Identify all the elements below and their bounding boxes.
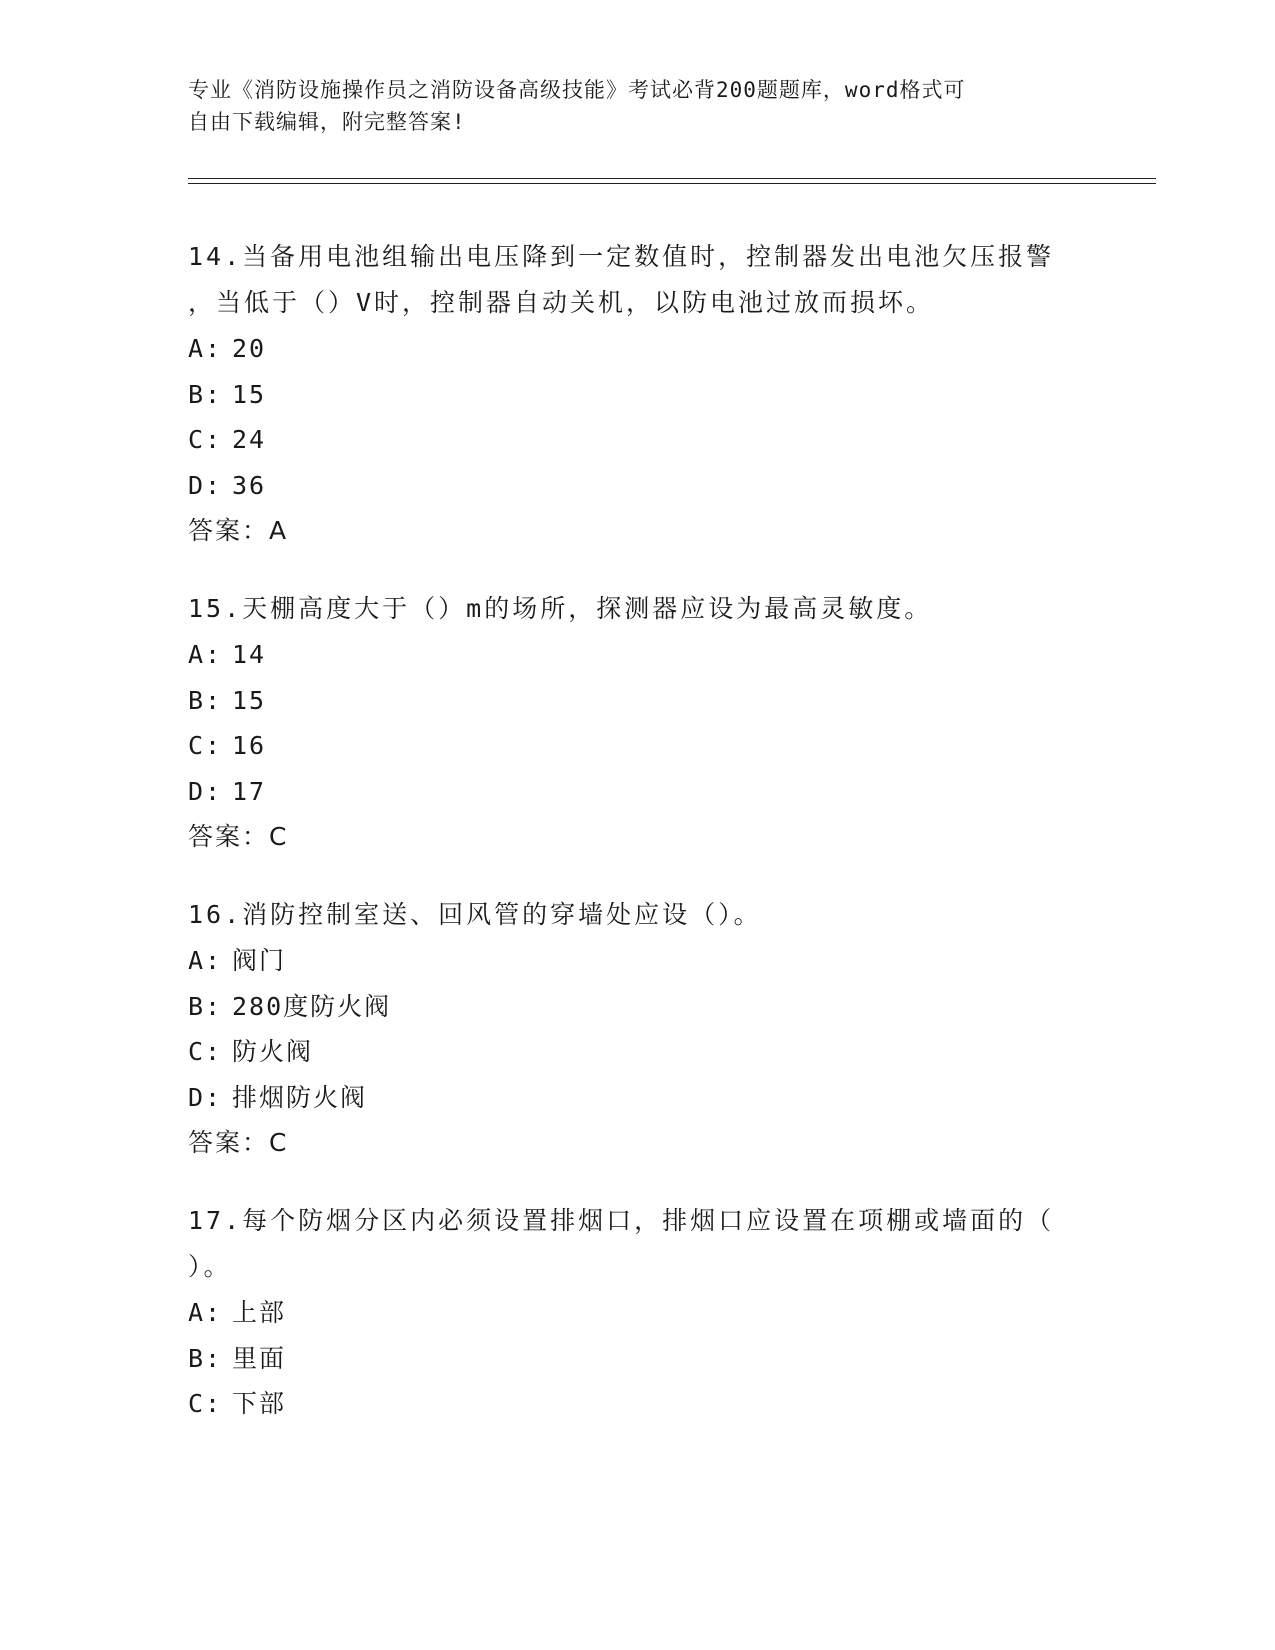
option-text: 里面 [232,1343,287,1373]
option-c [188,1029,1088,1075]
option-d [188,1075,1088,1121]
option-b [188,372,1088,418]
question-stem-line: 17.每个防烟分区内必须设置排烟口，排烟口应设置在项棚或墙面的（ [188,1206,1055,1235]
option-letter: A: [188,946,223,975]
option-letter: D: [188,776,223,806]
answer-value: C [269,1128,287,1157]
answer-label: 答案： [188,516,270,545]
question-stem [188,234,1088,326]
option-letter: B: [188,379,223,409]
option-letter: A: [188,334,223,363]
answer-value: A [269,516,287,545]
header-divider-bottom [188,183,1156,184]
option-text: 20 [232,334,267,363]
option-letter: D: [188,470,223,500]
option-b [188,984,1088,1030]
header-divider-top [188,178,1156,179]
option-text: 36 [232,470,267,500]
header-line-1: 专业《消防设施操作员之消防设备高级技能》考试必背200题题库，word格式可 [188,78,966,102]
option-text: 上部 [232,1298,287,1327]
option-letter: D: [188,1082,223,1112]
option-text: 防火阀 [232,1037,314,1066]
option-b [188,678,1088,724]
option-d [188,463,1088,509]
header-line-2: 自由下载编辑，附完整答案! [188,110,466,134]
option-text: 17 [232,776,267,806]
option-d [188,769,1088,815]
option-letter: B: [188,685,223,715]
question-17 [188,1198,1088,1427]
option-c [188,723,1088,769]
option-letter: A: [188,640,223,669]
answer-line [188,1120,1088,1166]
option-c [188,417,1088,463]
option-text: 15 [232,685,267,715]
answer-value: C [269,822,287,851]
option-letter: B: [188,1343,223,1373]
question-stem-line: 15.天棚高度大于（）m的场所，探测器应设为最高灵敏度。 [188,594,933,623]
document-header [188,74,1088,138]
question-stem [188,892,1088,938]
question-stem-line: ，当低于（）V时，控制器自动关机，以防电池过放而损坏。 [188,288,935,317]
answer-label: 答案： [188,1128,270,1157]
option-letter: C: [188,425,223,454]
option-text: 24 [232,425,267,454]
question-list [188,234,1088,1459]
option-a [188,1290,1088,1336]
option-text: 15 [232,379,267,409]
option-text: 14 [232,640,267,669]
option-letter: C: [188,1037,223,1066]
option-text: 280度防火阀 [232,991,392,1021]
question-14 [188,234,1088,554]
option-text: 阀门 [232,946,287,975]
option-letter: C: [188,731,223,760]
option-a [188,632,1088,678]
option-letter: B: [188,991,223,1021]
option-a [188,326,1088,372]
question-stem-line: 16.消防控制室送、回风管的穿墙处应设（）。 [188,900,762,929]
option-letter: C: [188,1389,223,1418]
question-stem-line: ）。 [188,1252,232,1281]
answer-line [188,814,1088,860]
question-stem [188,1198,1088,1290]
answer-line [188,508,1088,554]
question-16 [188,892,1088,1166]
question-stem-line: 14.当备用电池组输出电压降到一定数值时，控制器发出电池欠压报警 [188,242,1055,271]
option-a [188,938,1088,984]
option-text: 下部 [232,1389,287,1418]
option-c [188,1381,1088,1427]
question-stem [188,586,1088,632]
option-text: 排烟防火阀 [232,1082,368,1112]
option-letter: A: [188,1298,223,1327]
question-15 [188,586,1088,860]
option-text: 16 [232,731,267,760]
option-b [188,1336,1088,1382]
answer-label: 答案： [188,822,270,851]
